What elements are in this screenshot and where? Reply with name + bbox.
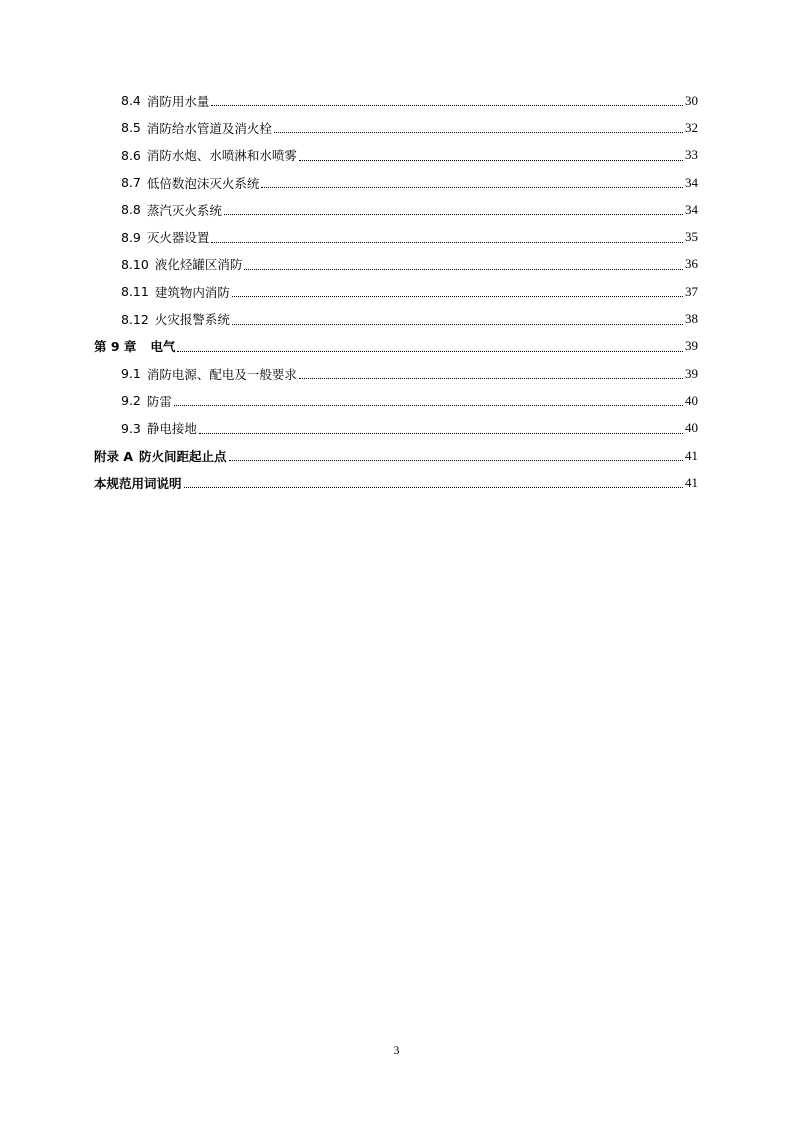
toc-entry-number: 8.11 — [121, 284, 149, 300]
dot-leader — [177, 351, 683, 352]
toc-entry-title: 液化烃罐区消防 — [154, 257, 243, 273]
dot-leader — [299, 378, 683, 379]
toc-entry-title: 静电接地 — [146, 421, 197, 437]
toc-entry-title: 消防电源、配电及一般要求 — [146, 366, 297, 382]
toc-chapter-entry[interactable] — [94, 333, 698, 360]
toc-entry-page: 37 — [685, 283, 698, 299]
dot-leader — [244, 269, 683, 270]
dot-leader — [232, 324, 683, 325]
dot-leader — [211, 242, 683, 243]
toc-entry-page: 34 — [685, 174, 698, 190]
toc-entry-page: 34 — [685, 201, 698, 217]
toc-entry-number: 8.4 — [121, 93, 141, 109]
dot-leader — [174, 405, 683, 406]
toc-entry-page: 41 — [685, 474, 698, 490]
toc-entry-number: 8.7 — [121, 175, 141, 191]
toc-entry-number: 8.12 — [121, 311, 149, 327]
toc-entry[interactable] — [94, 360, 698, 387]
toc-entry-page: 40 — [685, 420, 698, 436]
toc-entry-title: 防雷 — [146, 393, 172, 409]
toc-entry-title: 消防用水量 — [146, 93, 210, 109]
toc-entry-title: 蒸汽灭火系统 — [146, 202, 222, 218]
toc-entry-title: 消防给水管道及消火栓 — [146, 120, 272, 136]
toc-entry-number: 9.3 — [121, 420, 141, 436]
toc-entry-number: 8.10 — [121, 256, 149, 272]
toc-entry-title: 建筑物内消防 — [154, 284, 230, 300]
toc-entry-title: 消防水炮、水喷淋和水喷雾 — [146, 148, 297, 164]
toc-entry-title: 电气 — [150, 339, 176, 355]
toc-entry[interactable] — [94, 114, 698, 141]
toc-entry-number: 第 9 章 — [94, 339, 137, 355]
toc-entry-page: 41 — [685, 447, 698, 463]
dot-leader — [199, 433, 683, 434]
toc-entry-page: 30 — [685, 92, 698, 108]
dot-leader — [299, 160, 683, 161]
toc-entry[interactable] — [94, 278, 698, 305]
toc-entry-title: 防火间距起止点 — [139, 448, 227, 464]
toc-terms-entry[interactable] — [94, 469, 698, 496]
toc-entry-page: 39 — [685, 338, 698, 354]
toc-entry[interactable] — [94, 305, 698, 332]
toc-entry[interactable] — [94, 142, 698, 169]
toc-entry-number: 8.5 — [121, 120, 141, 136]
dot-leader — [211, 105, 683, 106]
dot-leader — [224, 214, 683, 215]
toc-entry-title: 本规范用词说明 — [94, 475, 182, 491]
toc-entry-page: 32 — [685, 119, 698, 135]
toc-entry-page: 35 — [685, 229, 698, 245]
toc-entry-number: 8.9 — [121, 229, 141, 245]
dot-leader — [184, 487, 683, 488]
toc-entry[interactable] — [94, 415, 698, 442]
toc-entry-number: 9.1 — [121, 366, 141, 382]
toc-entry-number: 9.2 — [121, 393, 141, 409]
dot-leader — [232, 296, 683, 297]
toc-entry[interactable] — [94, 87, 698, 114]
toc-entry-page: 36 — [685, 256, 698, 272]
toc-entry-page: 38 — [685, 311, 698, 327]
toc-entry[interactable] — [94, 223, 698, 250]
dot-leader — [229, 460, 683, 461]
table-of-contents — [94, 87, 698, 496]
toc-entry[interactable] — [94, 387, 698, 414]
toc-entry-page: 33 — [685, 147, 698, 163]
toc-appendix-entry[interactable] — [94, 442, 698, 469]
toc-entry-page: 40 — [685, 392, 698, 408]
toc-entry-page: 39 — [685, 365, 698, 381]
toc-entry-number: 8.8 — [121, 202, 141, 218]
toc-entry-title: 低倍数泡沫灭火系统 — [146, 175, 260, 191]
toc-entry-title: 灭火器设置 — [146, 230, 210, 246]
toc-entry-number: 附录 A — [94, 448, 134, 464]
toc-entry[interactable] — [94, 251, 698, 278]
dot-leader — [261, 187, 683, 188]
dot-leader — [274, 132, 683, 133]
toc-entry-title: 火灾报警系统 — [154, 312, 230, 328]
toc-entry[interactable] — [94, 196, 698, 223]
page-number: 3 — [393, 1043, 400, 1057]
toc-entry-number: 8.6 — [121, 147, 141, 163]
toc-entry[interactable] — [94, 169, 698, 196]
